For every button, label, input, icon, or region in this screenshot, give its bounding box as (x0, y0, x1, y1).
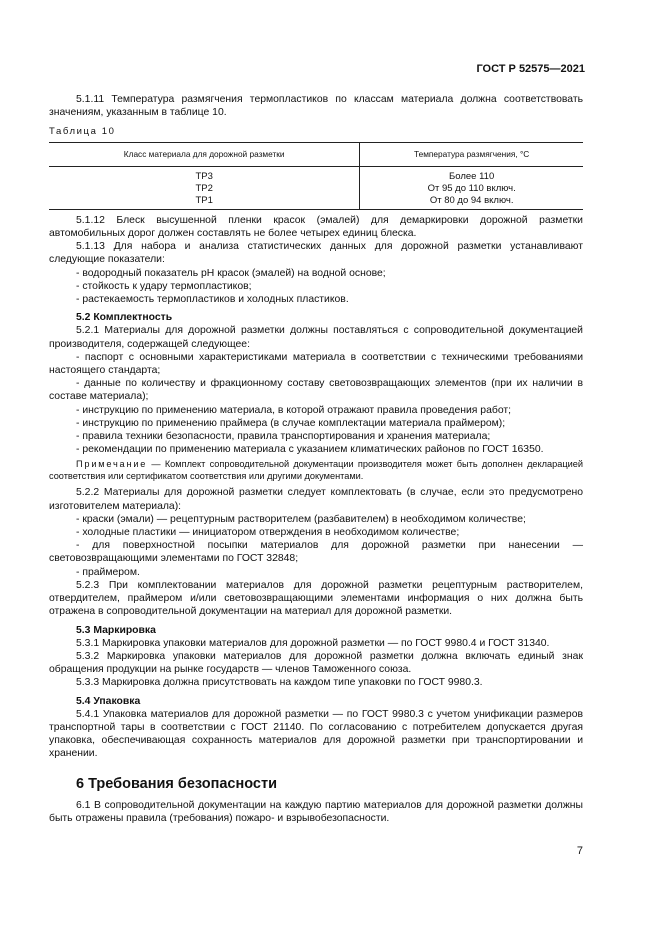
table-header-class: Класс материала для дорожной разметки (49, 142, 360, 166)
clause-5-3-2: 5.3.2 Маркировка упаковки материалов для дорожной разметки должна включать единый знак обращения продукции на рынке государств — членов Таможенного союза. (49, 650, 583, 676)
list-item: - инструкцию по применению праймера (в случае комплектации материала праймером); (76, 417, 506, 429)
section-heading-5-3: 5.3 Маркировка (76, 624, 156, 636)
temperature-value: От 80 до 94 включ. (429, 194, 514, 206)
clause-5-1-13: 5.1.13 Для набора и анализа статистических данных для дорожной разметки устанавливают следующие показатели: (49, 241, 583, 266)
clause-5-1-12: 5.1.12 Блеск высушенной пленки красок (эмалей) для демаркировки дорожной разметки автомобильных дорог должен составлять не более четырех единиц блеска. (49, 214, 583, 240)
clause-5-2-1: 5.2.1 Материалы для дорожной разметки должны поставляться с сопроводительной документацией производителя, содержащей следующее: (49, 325, 583, 350)
section-heading-5-2: 5.2 Комплектность (76, 312, 173, 324)
clause-5-2-2: 5.2.2 Материалы для дорожной разметки следует комплектовать (в случае, если это предусмотрено изготовителем материала): (49, 487, 583, 512)
section-heading-6: 6 Требования безопасности (76, 775, 278, 792)
temperature-value: От 95 до 110 включ. (427, 182, 516, 194)
table-row (49, 166, 583, 209)
document-code: ГОСТ Р 52575—2021 (476, 63, 585, 75)
list-item: - паспорт с основными характеристиками материала в соответствии с техническими требованиями настоящего стандарта; (49, 351, 583, 377)
clause-5-2-3: 5.2.3 При комплектовании материалов для дорожной разметки рецептурным растворителем, отвердителем, праймером и/или световозвращающими элементами информация о них должна быть отражена в сопроводительной документации на материал для дорожной разметки. (49, 579, 583, 618)
temperature-value: Более 110 (449, 170, 495, 182)
clause-5-3-1: 5.3.1 Маркировка упаковки материалов для дорожной разметки — по ГОСТ 9980.4 и ГОСТ 31340. (76, 637, 550, 649)
list-item: - краски (эмали) — рецептурным растворителем (разбавителем) в необходимом количестве; (76, 513, 526, 525)
list-item: - водородный показатель pH красок (эмалей) на водной основе; (76, 267, 386, 279)
note-label: Примечание (76, 459, 148, 470)
table-header-temperature: Температура размягчения, °C (360, 142, 583, 166)
clause-5-4-1: 5.4.1 Упаковка материалов для дорожной разметки — по ГОСТ 9980.3 с учетом унификации размеров транспортной тары в соответствии с ГОСТ 21140. По согласованию с потребителем допускается другая упаковка, обеспечивающая сохранность материалов для дорожной разметки при транспортировании и хранении. (49, 708, 583, 760)
list-item: - инструкцию по применению материала, в которой отражают правила проведения работ; (76, 404, 512, 416)
list-item: - данные по количеству и фракционному составу световозвращающих элементов (при их наличии в составе материала); (49, 378, 583, 403)
list-item: - правила техники безопасности, правила транспортирования и хранения материала; (76, 431, 491, 443)
list-item: - стойкость к удару термопластиков; (76, 280, 252, 292)
section-heading-5-4: 5.4 Упаковка (76, 695, 141, 707)
clause-5-3-3: 5.3.3 Маркировка должна присутствовать на каждом типе упаковки по ГОСТ 9980.3. (76, 677, 483, 689)
note (49, 458, 583, 482)
list-item: - холодные пластики — инициатором отверждения в необходимом количестве; (76, 527, 460, 539)
note-text: — Комплект сопроводительной документации производителя может быть дополнен декларацией соответствия или сертификатом соответствия или другими документами. (49, 459, 583, 482)
list-item: - рекомендации по применению материала с указанием климатических районов по ГОСТ 16350. (76, 444, 544, 456)
page-number: 7 (576, 845, 583, 857)
table-caption: Таблица 10 (49, 126, 116, 138)
list-item: - праймером. (76, 566, 140, 578)
class-value: ТР2 (195, 182, 213, 194)
list-item: - для поверхностной посыпки материалов для дорожной разметки при нанесении — световозвращающими элементами по ГОСТ 32848; (49, 540, 583, 565)
table-10 (49, 142, 583, 210)
class-value: ТР1 (195, 194, 213, 206)
clause-6-1: 6.1 В сопроводительной документации на каждую партию материалов для дорожной разметки должны быть отражены правила (требования) пожаро- и взрывобезопасности. (49, 799, 583, 824)
clause-5-1-11: 5.1.11 Температура размягчения термопластиков по классам материала должна соответствовать значениям, указанным в таблице 10. (49, 94, 583, 119)
temperature-cell (360, 166, 583, 209)
class-cell (49, 166, 360, 209)
class-value: ТР3 (195, 170, 213, 182)
page-body (49, 93, 583, 825)
list-item: - растекаемость термопластиков и холодных пластиков. (76, 294, 349, 306)
table-header-row (49, 142, 583, 166)
